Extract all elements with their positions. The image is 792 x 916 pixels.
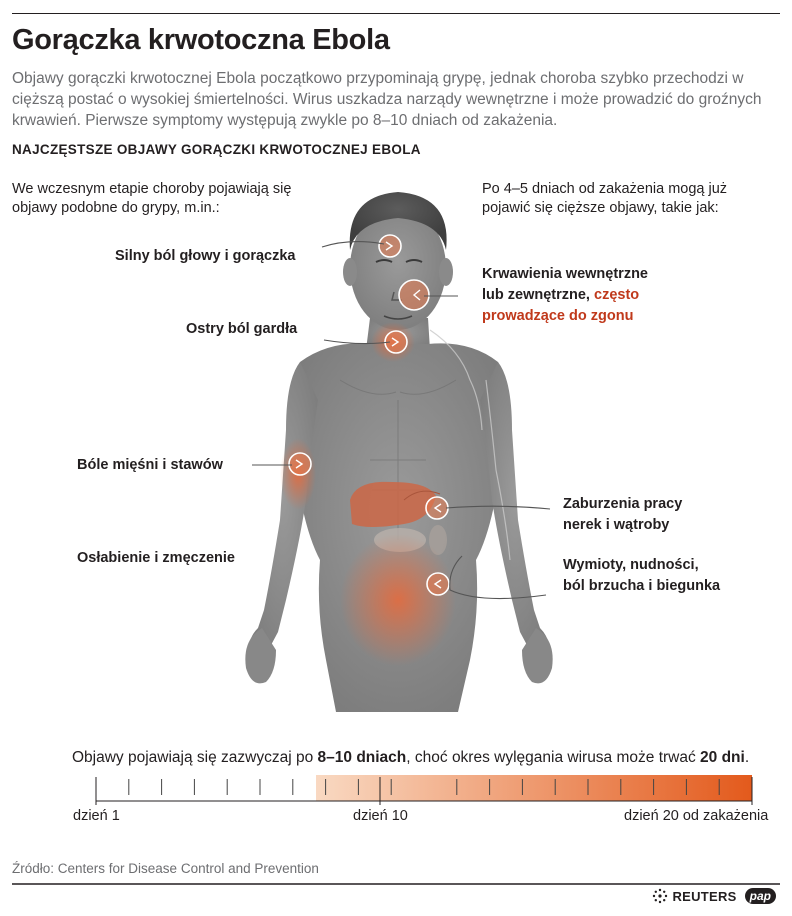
label-kidney-line1: Zaburzenia pracy: [563, 496, 683, 512]
label-weakness: Osłabienie i zmęczenie: [77, 550, 235, 566]
early-note-line2: objawy podobne do grypy, m.in.:: [12, 200, 220, 216]
label-throat: Ostry ból gardła: [186, 321, 298, 337]
timeline-caption-a: Objawy pojawiają się zazwyczaj po: [72, 749, 318, 766]
label-bleeding-line1: Krwawienia wewnętrzne: [482, 266, 648, 282]
marker-abdomen: [427, 573, 449, 595]
timeline-caption-b: 8–10 dniach: [317, 749, 407, 766]
label-vomit: [563, 555, 720, 597]
source-note: Źródło: Centers for Disease Control and Prevention: [12, 861, 319, 876]
timeline-caption-d: 20 dni: [700, 749, 745, 766]
label-bleeding-line2a: lub zewnętrzne,: [482, 287, 594, 303]
marker-head: [379, 235, 401, 257]
timeline: [96, 775, 752, 805]
reuters-wordmark: REUTERS: [672, 888, 737, 904]
label-muscles: Bóle mięśni i stawów: [77, 457, 223, 473]
marker-arm: [289, 453, 311, 475]
reuters-logo: [652, 888, 736, 904]
marker-kidney: [426, 497, 448, 519]
label-vomit-line2: ból brzucha i biegunka: [563, 578, 721, 594]
late-note-line2: pojawić się cięższe objawy, takie jak:: [482, 200, 719, 216]
day-label-start: dzień 1: [73, 808, 120, 824]
label-kidney-line2: nerek i wątroby: [563, 517, 670, 533]
early-note-line1: We wczesnym etapie choroby pojawiają się: [12, 181, 292, 197]
label-bleeding-line2b: często: [594, 287, 640, 303]
timeline-caption-c: , choć okres wylęgania wirusa może trwać: [406, 749, 701, 766]
day-label-end: dzień 20 od zakażenia: [624, 808, 769, 824]
abdomen-glow: [340, 534, 456, 666]
page-title: Gorączka krwotoczna Ebola: [12, 24, 390, 56]
label-vomit-line1: Wymioty, nudności,: [563, 557, 699, 573]
label-bleeding-line3: prowadzące do zgonu: [482, 308, 634, 324]
section-heading: NAJCZĘSTSZE OBJAWY GORĄCZKI KRWOTOCZNEJ EBOLA: [12, 142, 421, 157]
label-bleeding: [482, 264, 648, 327]
late-note: [482, 180, 727, 218]
pap-logo: pap: [745, 888, 776, 904]
timeline-caption-e: .: [744, 749, 750, 766]
brand-logos: [652, 888, 776, 904]
reuters-dots-icon: [652, 888, 668, 904]
early-note: [12, 180, 291, 218]
label-bleeding-line2: [482, 285, 648, 306]
timeline-caption: [72, 749, 749, 767]
late-note-line1: Po 4–5 dniach od zakażenia mogą już: [482, 181, 728, 197]
label-kidney: [563, 494, 682, 536]
label-headache: Silny ból głowy i gorączka: [115, 248, 296, 264]
intro-text: Objawy gorączki krwotocznej Ebola początkowo przypominają grypę, jednak choroba szybko przechodzi w cięższą postać o wysokiej śmiertelności. Wirus uszkadza narządy wewnętrzne i może prowadzić do groźnych krwawień. Pierwsze symptomy występują zwykle po 8–10 dniach od zakażenia.: [12, 70, 762, 129]
day-label-mid: dzień 10: [353, 808, 408, 824]
